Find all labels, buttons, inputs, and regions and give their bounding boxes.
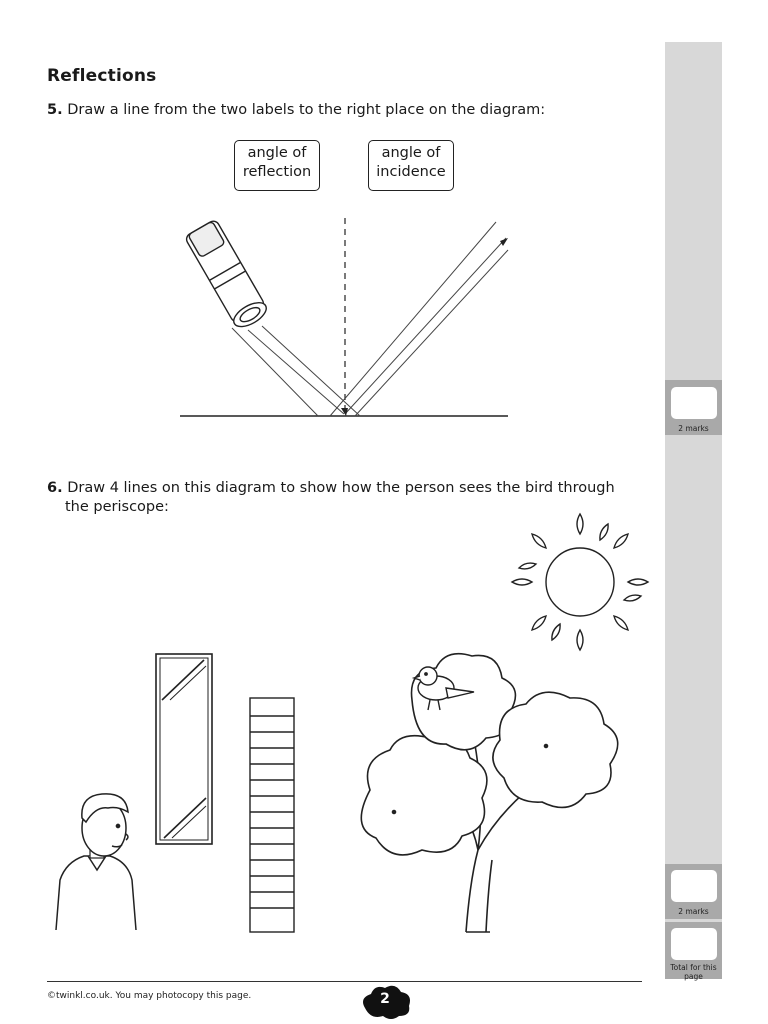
marks-label-q5: 2 marks: [678, 424, 709, 433]
total-label: Total for this page: [670, 963, 717, 981]
periscope: [156, 654, 212, 844]
marks-box-q6[interactable]: [671, 870, 717, 902]
footer-divider: [47, 981, 642, 982]
total-box[interactable]: [671, 928, 717, 960]
question-5-number: 5.: [47, 102, 63, 118]
question-5-text: Draw a line from the two labels to the right place on the diagram:: [67, 102, 546, 118]
question-6-number: 6.: [47, 480, 63, 496]
marks-sidebar: [665, 42, 722, 979]
footer-copyright: ©twinkl.co.uk. You may photocopy this page.: [47, 991, 252, 1001]
question-6-text-continued: the periscope:: [65, 499, 169, 515]
section-title: Reflections: [47, 66, 157, 86]
label-angle-of-reflection: angle of reflection: [234, 140, 320, 191]
marks-box-q5[interactable]: [671, 387, 717, 419]
tree: [361, 654, 617, 932]
sun-icon: [512, 514, 648, 650]
marks-label-q6: 2 marks: [678, 907, 709, 916]
label-angle-of-incidence: angle of incidence: [368, 140, 454, 191]
page-number: 2: [380, 991, 390, 1007]
person: [56, 794, 136, 930]
wall: [250, 698, 294, 932]
question-6-text: Draw 4 lines on this diagram to show how the person sees the bird through: [67, 480, 615, 496]
